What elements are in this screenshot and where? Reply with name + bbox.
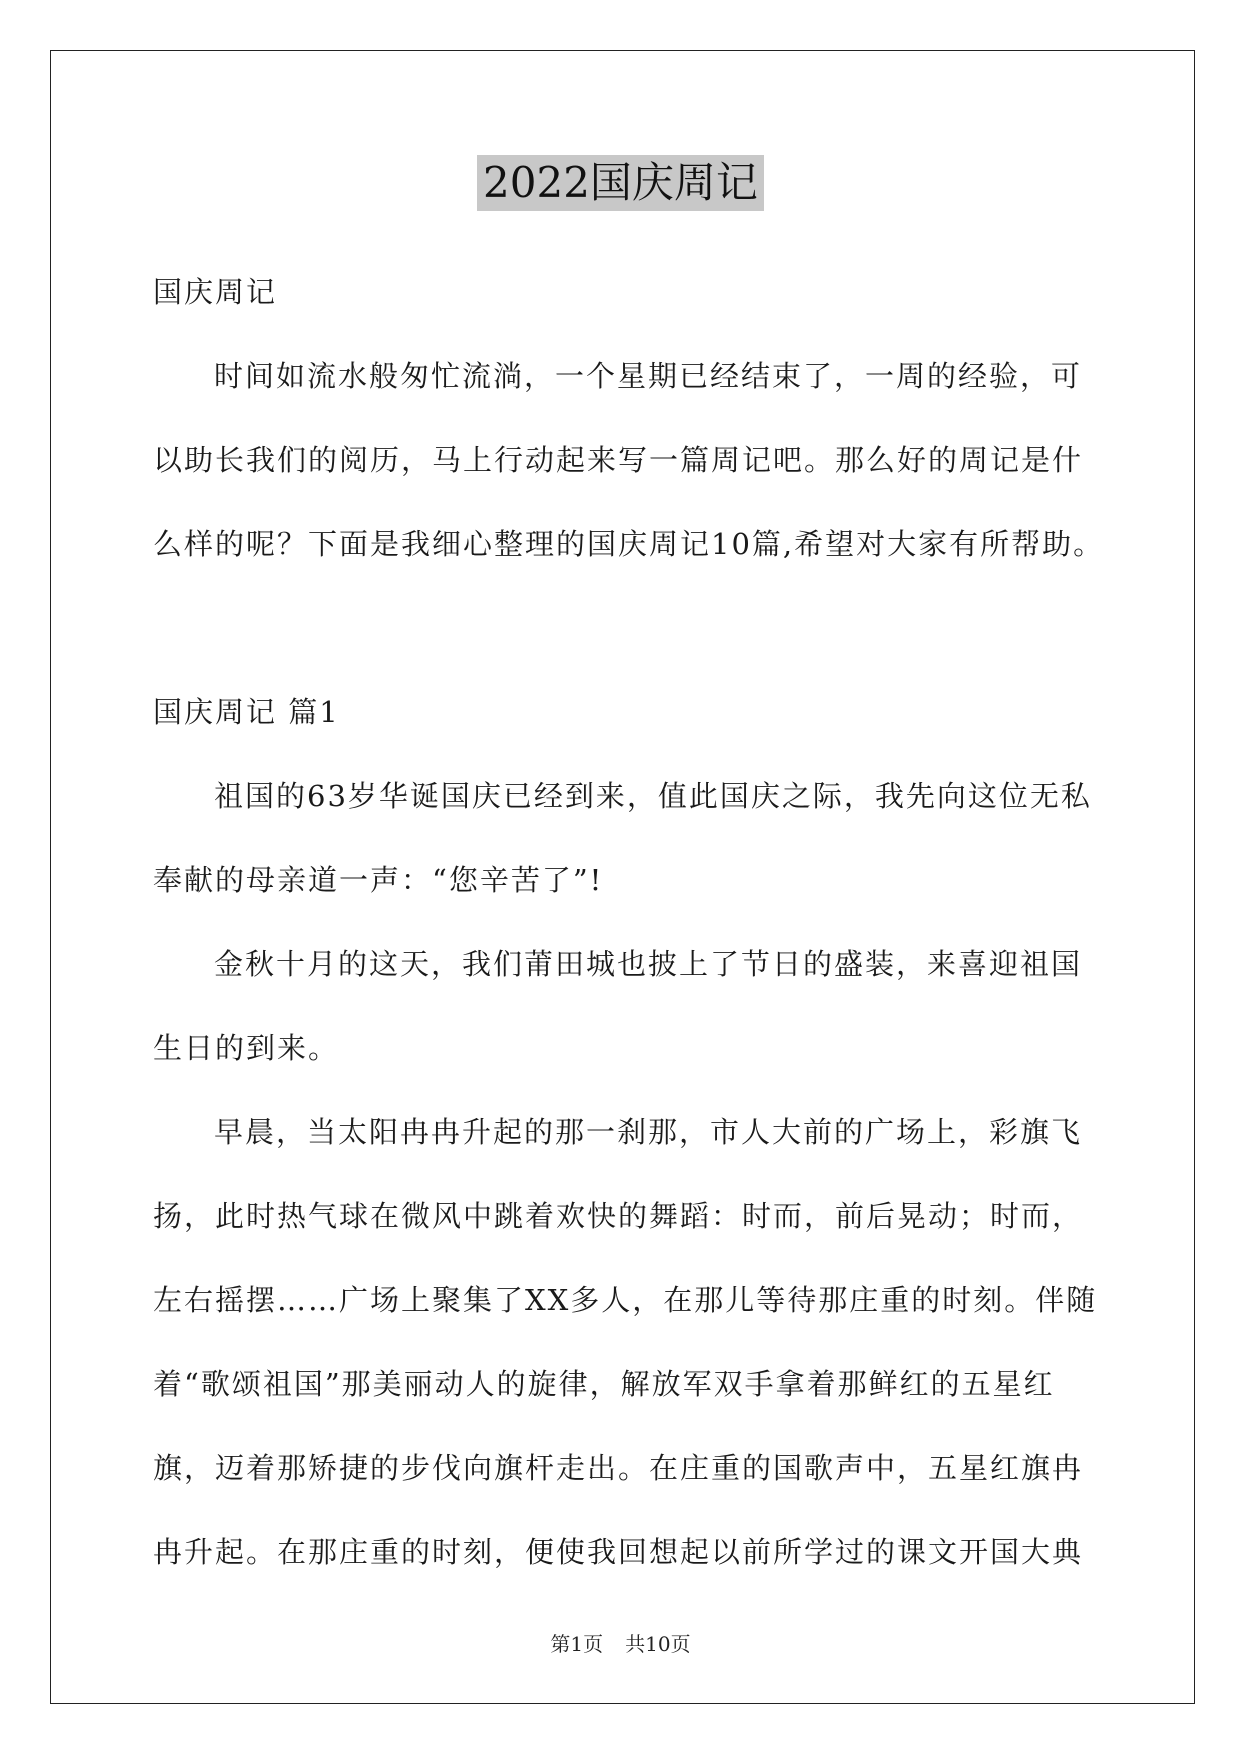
document-title: 2022国庆周记 xyxy=(477,155,764,211)
body-line: 早晨，当太阳冉冉升起的那一刹那，市人大前的广场上，彩旗飞 xyxy=(214,1115,1083,1149)
page-number: 第1页 xyxy=(550,1632,604,1656)
section-heading: 国庆周记 篇1 xyxy=(153,695,340,729)
page-total: 共10页 xyxy=(625,1632,691,1656)
body-line: 着“歌颂祖国”那美丽动人的旋律，解放军双手拿着那鲜红的五星红 xyxy=(153,1367,1055,1401)
body-line: 冉升起。在那庄重的时刻，便使我回想起以前所学过的课文开国大典 xyxy=(153,1535,1084,1569)
blank-line xyxy=(153,598,1093,682)
body-line: 旗，迈着那矫捷的步伐向旗杆走出。在庄重的国歌声中，五星红旗冉 xyxy=(153,1451,1084,1485)
intro-line: 么样的呢？下面是我细心整理的国庆周记10篇,希望对大家有所帮助。 xyxy=(153,527,1105,561)
body-line: 左右摇摆……广场上聚集了XX多人，在那儿等待那庄重的时刻。伴随 xyxy=(153,1283,1098,1317)
title-wrap xyxy=(0,155,1241,211)
page-footer xyxy=(0,1628,1241,1657)
body-line: 金秋十月的这天，我们莆田城也披上了节日的盛装，来喜迎祖国 xyxy=(214,947,1083,981)
document-body xyxy=(153,262,1105,1606)
intro-heading: 国庆周记 xyxy=(153,275,278,309)
body-line: 生日的到来。 xyxy=(153,1031,340,1065)
body-line: 祖国的63岁华诞国庆已经到来，值此国庆之际，我先向这位无私 xyxy=(214,779,1092,813)
intro-line: 以助长我们的阅历，马上行动起来写一篇周记吧。那么好的周记是什 xyxy=(153,443,1084,477)
body-line: 扬，此时热气球在微风中跳着欢快的舞蹈：时而，前后晃动；时而， xyxy=(153,1199,1084,1233)
body-line: 奉献的母亲道一声：“您辛苦了”! xyxy=(153,863,604,897)
intro-line: 时间如流水般匆忙流淌，一个星期已经结束了，一周的经验，可 xyxy=(214,359,1083,393)
